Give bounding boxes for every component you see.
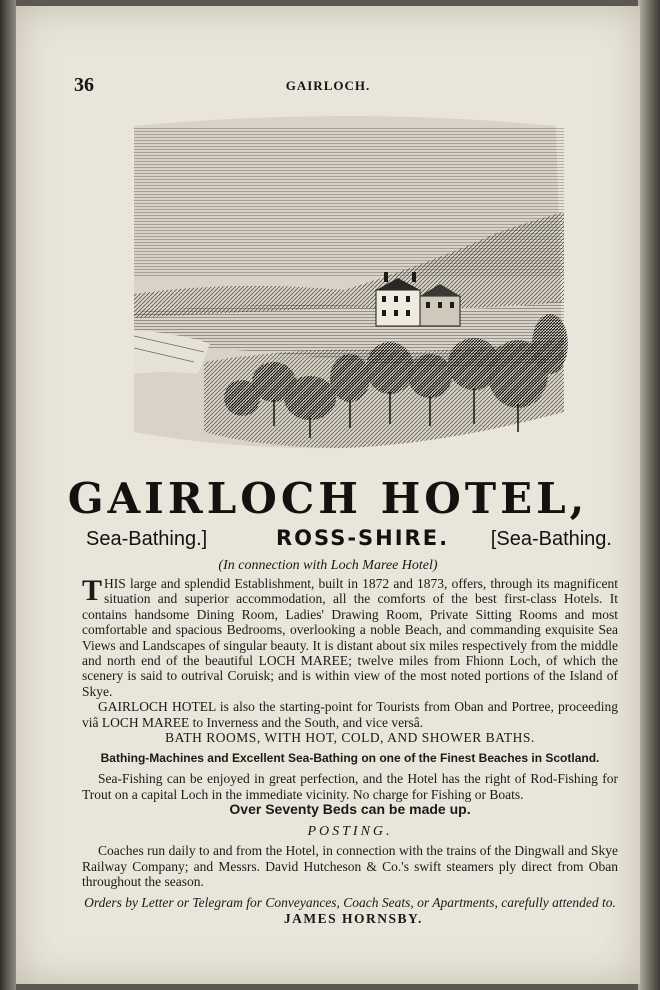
connection-note: (In connection with Loch Maree Hotel) — [218, 558, 438, 573]
page-edge — [638, 0, 660, 990]
book-spine-shadow — [0, 0, 16, 990]
bath-rooms-line: BATH ROOMS, WITH HOT, COLD, AND SHOWER BATHS. — [165, 730, 535, 746]
running-title: GAIRLOCH. — [285, 78, 371, 93]
starting-point-paragraph: GAIRLOCH HOTEL is also the starting-point for Tourists from Oban and Portree, proceeding viâ LOCH MAREE to Inverness and the South, and vice versâ. — [82, 699, 618, 730]
advert-body — [82, 576, 618, 926]
orders-line — [82, 895, 618, 926]
hotel-name-headline: GAIRLOCH HOTEL, — [67, 474, 589, 523]
left-tag: Sea-Bathing.] — [86, 528, 208, 550]
county-name: ROSS-SHIRE. — [276, 526, 450, 550]
fishing-paragraph: Sea-Fishing can be enjoyed in great perfection, and the Hotel has the right of Rod-Fishing for Trout on a capital Loch in the immediate vicinity. No charge for Fishing or Boats. — [82, 771, 618, 802]
intro-paragraph — [82, 576, 618, 699]
drop-cap: T — [82, 574, 103, 607]
subheadline — [80, 526, 612, 554]
sea-bathing-line: Bathing-Machines and Excellent Sea-Bathing on one of the Finest Beaches in Scotland. — [100, 751, 600, 766]
intro-text: HIS large and splendid Establishment, built in 1872 and 1873, offers, through its magnificent situation and superior accommodation, all the comforts of the best first-class Hotels. It contains handsome Dining Room, Ladies' Drawing Room, Private Sitting Rooms and most comfortable and spacious Bedrooms, overlooking a noble Beach, and commanding exquisite Sea Views and Landscapes of singular beauty. It is distant about six miles respectively from the middle and north end of the beautiful LOCH MAREE; twelve miles from Fhionn Loch, of which the scenery is said to outrival Coruisk; and is within view of the most noted portions of the Island of Skye. — [82, 576, 618, 699]
beds-line: Over Seventy Beds can be made up. — [229, 801, 471, 818]
right-tag: [Sea-Bathing. — [490, 528, 612, 550]
engraving-hotel-by-loch-icon — [114, 112, 576, 456]
running-header — [16, 74, 640, 96]
proprietor-signature: JAMES HORNSBY. — [283, 910, 423, 926]
book-page — [16, 6, 640, 984]
posting-heading: POSTING. — [307, 823, 393, 839]
orders-text: Orders by Letter or Telegram for Conveyances, Coach Seats, or Apartments, carefully attended to. — [84, 895, 616, 911]
page-number: 36 — [74, 74, 94, 96]
coaches-paragraph: Coaches run daily to and from the Hotel, in connection with the trains of the Dingwall and Skye Railway Company; and Messrs. David Hutcheson & Co.'s swift steamers ply direct from Oban throughout the season. — [82, 843, 618, 889]
